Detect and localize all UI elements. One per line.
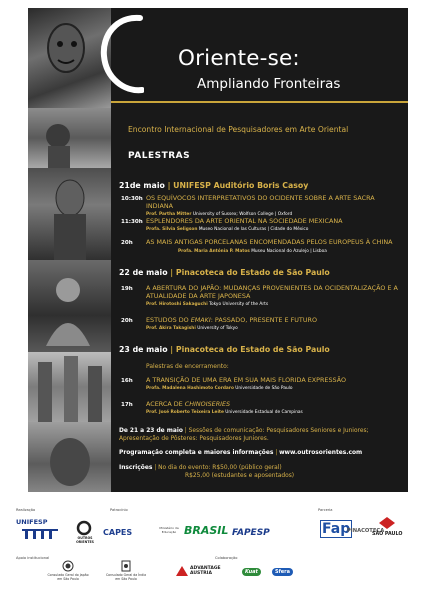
photo-carving [28,108,111,168]
patrocinio-label: Patrocínio [110,508,128,512]
apoio-label: Apoio institucional [16,556,50,560]
website-link[interactable]: www.outrosorientes.com [279,450,363,456]
talk-time: 11:30h [121,219,143,225]
day-venue: UNIFESP Auditório Boris Casoy [173,181,309,190]
sessions-info: De 21 a 23 de maio | Sessões de comunicação: Pesquisadores Seniores e Juniores; Apresentação de Pôsteres: Pesquisadores Juniores. [119,428,369,442]
sao-paulo-emblem-icon [378,516,396,530]
advantage-icon [176,566,188,576]
talk-title: ACERCA DE CHINOISERIES [146,400,231,408]
talk-title: OS EQUÍVOCOS INTERPRETATIVOS DO OCIDENTE SOBRE A ARTE SACRA INDIANA [146,194,375,210]
day-venue: Pinacoteca do Estado de São Paulo [175,345,330,354]
logo-ring-icon [96,8,144,98]
consulado-japao-logo: Consulado Geral do Japão em São Paulo [47,573,89,581]
section-heading: PALESTRAS [128,151,191,161]
talk-time: 20h [121,318,133,324]
day-heading-3: 23 de maio | Pinacoteca do Estado de São Paulo [119,345,330,354]
talk-speaker: Profa. Maria Antónia P. Matos Museu Nacional do Azulejo | Lisboa [178,249,327,254]
kuat-logo: Kuat [242,568,261,576]
fapesp-logo: FAPESP [232,528,270,538]
page-title: Oriente-se: [178,46,300,71]
talk-time: 10:30h [121,196,143,202]
day-date: 22 de maio [119,268,168,277]
talk-time: 20h [121,240,133,246]
day-heading-2: 22 de maio | Pinacoteca do Estado de São Paulo [119,268,330,277]
registration-info-2: R$25,00 (estudantes e aposentados) [185,473,295,479]
india-emblem-icon [120,560,132,572]
program-info: Programação completa e maiores informações | www.outrosorientes.com [119,450,363,456]
photo-buddha [28,260,111,352]
fap-logo: Fap [322,521,351,537]
talk-speaker: Prof. Akira Takagishi University of Tokyo [146,326,238,331]
unifesp-building-icon [22,527,58,539]
talk-time: 19h [121,286,133,292]
outros-orientes-logo: OUTROS ORIENTES [76,536,94,544]
talk-speaker: Profa. Madalena Hashimoto Cordaro Universidade de São Paulo [146,386,293,391]
ministerio-logo: Ministério da Educação [159,526,179,534]
talk-title: AS MAIS ANTIGAS PORCELANAS ENCOMENDADAS PELOS EUROPEUS À CHINA [146,238,393,246]
talk-speaker: Prof. Hirotoshi Sakaguchi Tokyo University of the Arts [146,302,269,307]
realizacao-label: Realização [16,508,36,512]
photo-architecture [28,352,111,422]
capes-logo: CAPES [103,528,133,537]
talk-time: 16h [121,378,133,384]
sponsor-logo: Sfera [272,568,293,576]
event-name: Encontro Internacional de Pesquisadores em Arte Oriental [128,125,349,134]
unifesp-logo: UNIFESP [16,518,48,526]
japan-emblem-icon [62,560,74,572]
day-venue: Pinacoteca do Estado de São Paulo [175,268,330,277]
closing-label: Palestras de encerramento: [146,363,229,370]
photo-pottery [28,422,111,492]
brasil-logo: BRASIL [184,524,229,537]
photo-warrior [28,168,111,260]
talk-title: A ABERTURA DO JAPÃO: MUDANÇAS PROVENIENTES DA OCIDENTALIZAÇÃO E A ATUALIDADE DA ARTE JAPONESA [146,284,398,300]
title-divider [111,101,408,103]
consulado-india-logo: Consulado Geral da Índia em São Paulo [105,573,147,581]
sao-paulo-logo: SÃO PAULO [372,532,403,537]
colaboracao-label: Colaboração [215,556,238,560]
talk-title: ESTUDOS DO EMAKI: PASSADO, PRESENTE E FUTURO [146,316,317,324]
day-date: 21de maio [119,181,165,190]
day-heading-1: 21de maio | UNIFESP Auditório Boris Casoy [119,181,309,190]
pinacoteca-logo: PINACOTECA [347,528,385,534]
talk-time: 17h [121,402,133,408]
talk-speaker: Profa. Silvia Seligson Museo Nacional de las Culturas | Cidade do México [146,227,309,232]
page-subtitle: Ampliando Fronteiras [197,76,341,92]
talk-title: A TRANSIÇÃO DE UMA ERA EM SUA MAIS FLORIDA EXPRESSÃO [146,376,346,384]
advantage-austria-logo: ADVANTAGE AUSTRIA [190,566,221,576]
day-date: 23 de maio [119,345,168,354]
parceria-label: Parceria [318,508,333,512]
registration-info: Inscrições | No dia do evento: R$50,00 (público geral) [119,465,282,471]
talk-speaker: Prof. Partha Mitter University of Sussex; Wolfson College | Oxford [146,212,293,217]
outros-orientes-icon [76,520,92,536]
talk-title: ESPLENDORES DA ARTE ORIENTAL NA SOCIEDADE MEXICANA [146,217,343,225]
talk-speaker: Prof. José Roberto Teixeira Leite Universidade Estadual de Campinas [146,410,303,415]
